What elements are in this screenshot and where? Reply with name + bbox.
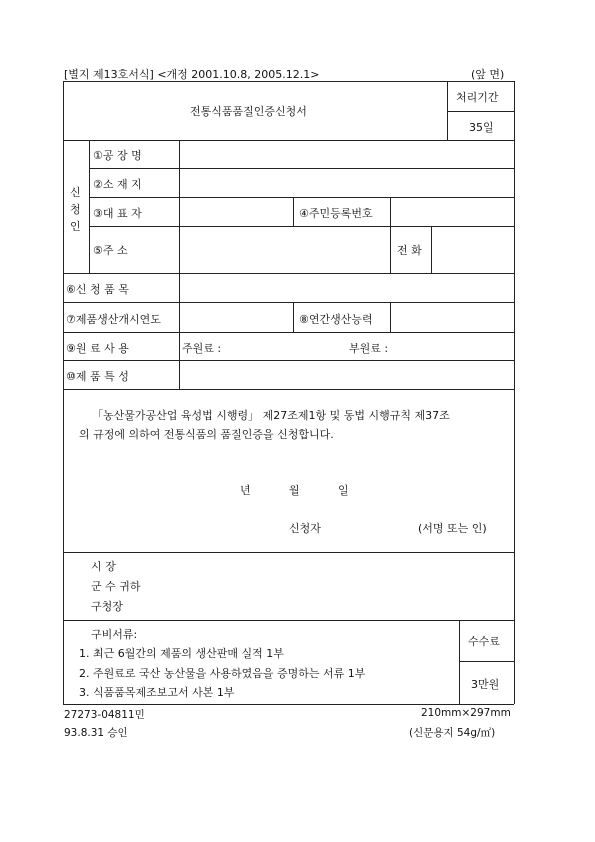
location-label: ②소 재 지 (93, 178, 142, 191)
resident-number-field[interactable] (393, 199, 512, 224)
required-document-item: 1. 최근 6월간의 제품의 생산판매 실적 1부 (79, 647, 284, 660)
requested-item-label: ⑥신 청 품 목 (66, 283, 129, 296)
date-year-label: 년 (240, 484, 251, 497)
factory-name-label: ①공 장 명 (93, 149, 142, 162)
form-title: 전통식품품질인증신청서 (190, 105, 307, 118)
required-document-item: 2. 주원료로 국산 농산물을 사용하였음을 증명하는 서류 1부 (79, 667, 366, 680)
statement-line-2: 의 규정에 의하여 전통식품의 품질인증을 신청합니다. (79, 428, 334, 441)
annual-capacity-field[interactable] (393, 304, 512, 330)
phone-field[interactable] (434, 228, 512, 271)
ingredients-label: ⑨원 료 사 용 (66, 342, 129, 355)
paper-size: 210mm×297mm (421, 707, 511, 719)
representative-field[interactable] (182, 199, 291, 224)
product-features-field[interactable] (182, 362, 512, 387)
applicant-side-label-2: 청 (70, 203, 81, 216)
recipient-district-head: 구청장 (91, 600, 123, 613)
applicant-signature-field[interactable] (333, 514, 413, 536)
form-code: 27273-04811민 (64, 709, 145, 721)
production-start-year-label: ⑦제품생산개시연도 (66, 313, 161, 326)
annual-capacity-label: ⑧연간생산능력 (299, 313, 373, 326)
fee-value: 3만원 (471, 678, 500, 691)
form-number: [별지 제13호서식] <개정 2001.10.8, 2005.12.1> (64, 68, 320, 81)
processing-period-value: 35일 (469, 121, 494, 134)
sub-ingredient-label: 부원료 : (349, 342, 389, 355)
date-month-label: 월 (289, 484, 300, 497)
representative-label: ③대 표 자 (93, 207, 142, 220)
resident-number-label: ④주민등록번호 (299, 207, 373, 220)
page-side-label: (앞 면) (471, 68, 505, 81)
recipient-county-head: 군 수 귀하 (91, 580, 141, 593)
applicant-signature-label: 신청자 (289, 522, 321, 535)
product-features-label: ⑩제 품 특 성 (66, 370, 129, 383)
main-ingredient-field[interactable] (232, 334, 342, 358)
required-documents-heading: 구비서류: (91, 628, 138, 641)
processing-period-label: 처리기간 (456, 91, 499, 104)
address-field[interactable] (182, 228, 388, 271)
factory-name-field[interactable] (182, 142, 512, 167)
main-ingredient-label: 주원료 : (182, 342, 222, 355)
statement-line-1: 「농산물가공산업 육성법 시행령」 제27조제1항 및 동법 시행규칙 제37조 (92, 409, 450, 422)
sub-ingredient-field[interactable] (400, 334, 510, 358)
paper-type: (신문용지 54g/㎡) (409, 727, 496, 739)
requested-item-field[interactable] (182, 275, 512, 300)
date-day-label: 일 (338, 484, 349, 497)
applicant-side-label-1: 신 (70, 186, 81, 199)
fee-label: 수수료 (468, 635, 500, 648)
address-label: ⑤주 소 (93, 244, 128, 257)
applicant-side-label-3: 인 (70, 220, 81, 233)
location-field[interactable] (182, 170, 512, 195)
phone-label: 전 화 (397, 244, 422, 257)
required-document-item: 3. 식품품목제조보고서 사본 1부 (79, 686, 235, 699)
sign-or-seal-label: (서명 또는 인) (418, 522, 487, 535)
approval-date: 93.8.31 승인 (64, 727, 128, 739)
production-start-year-field[interactable] (182, 304, 291, 330)
recipient-mayor: 시 장 (91, 560, 116, 573)
